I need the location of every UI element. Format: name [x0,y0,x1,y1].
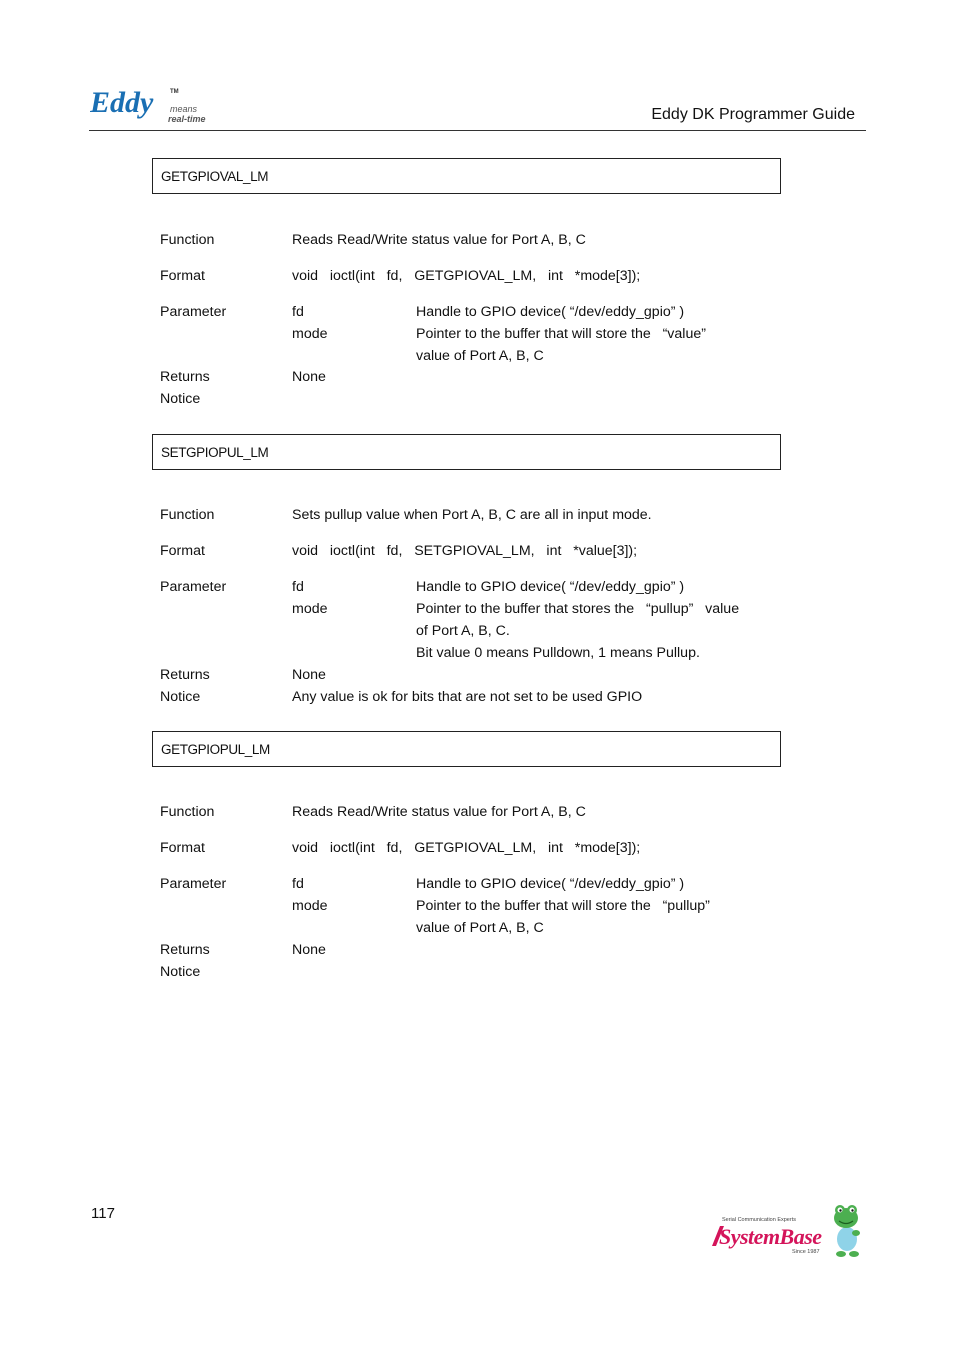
param-desc: Handle to GPIO device( “/dev/eddy_gpio” ) [416,876,685,892]
frog-mascot-icon [834,1205,860,1257]
systembase-name: SystemBase [719,1224,822,1249]
param-desc: Pointer to the buffer that will store the “pullup” [416,898,710,914]
format-value: void ioctl(int fd, SETGPIOVAL_LM, int *value[3]); [292,543,638,559]
section-title-box [152,731,781,767]
param-desc: Pointer to the buffer that stores the “pullup” value [416,601,740,617]
param-name: fd [292,579,304,595]
returns-value: None [292,667,326,683]
section-title: GETGPIOVAL_LM [161,168,269,184]
returns-value: None [292,942,326,958]
function-value: Reads Read/Write status value for Port A, B, C [292,804,586,820]
returns-value: None [292,369,326,385]
param-desc: Handle to GPIO device( “/dev/eddy_gpio” ) [416,579,685,595]
notice-label: Notice [160,964,201,980]
function-label: Function [160,507,215,523]
systembase-tagline: Serial Communication Experts [722,1217,796,1223]
format-label: Format [160,840,205,856]
param-name: fd [292,304,304,320]
returns-label: Returns [160,369,210,385]
parameter-label: Parameter [160,876,227,892]
eddy-logo [90,84,215,126]
param-name: fd [292,876,304,892]
returns-label: Returns [160,667,210,683]
param-desc: of Port A, B, C. [416,623,510,639]
format-label: Format [160,268,205,284]
systembase-logo [710,1200,866,1262]
page-number: 117 [91,1205,115,1222]
param-desc: Bit value 0 means Pulldown, 1 means Pullup. [416,645,700,661]
eddy-logo-tagline-1: means [170,104,198,114]
section-setgpiopul [152,434,781,705]
format-label: Format [160,543,205,559]
function-label: Function [160,804,215,820]
header-divider [89,130,866,131]
function-value: Reads Read/Write status value for Port A, B, C [292,232,586,248]
eddy-logo-tagline-2: real-time [168,114,206,124]
param-desc: value of Port A, B, C [416,348,544,364]
parameter-label: Parameter [160,579,227,595]
format-value: void ioctl(int fd, GETGPIOVAL_LM, int *mode[3]); [292,268,641,284]
parameter-label: Parameter [160,304,227,320]
returns-label: Returns [160,942,210,958]
section-getgpioval [152,158,781,407]
notice-label: Notice [160,689,201,705]
eddy-logo-name: Eddy [90,86,154,119]
param-name: mode [292,601,328,617]
param-name: mode [292,898,328,914]
param-desc: value of Port A, B, C [416,920,544,936]
param-desc: Handle to GPIO device( “/dev/eddy_gpio” ) [416,304,685,320]
function-label: Function [160,232,215,248]
eddy-logo-tm: TM [170,89,179,95]
notice-value: Any value is ok for bits that are not set to be used GPIO [292,689,643,705]
section-title: SETGPIOPUL_LM [161,444,269,460]
notice-label: Notice [160,391,201,407]
section-title: GETGPIOPUL_LM [161,741,270,757]
systembase-since: Since 1987 [792,1249,820,1255]
param-desc: Pointer to the buffer that will store the “value” [416,326,706,342]
section-title-box [152,158,781,194]
param-name: mode [292,326,328,342]
section-getgpiopul [152,731,781,980]
function-value: Sets pullup value when Port A, B, C are all in input mode. [292,507,652,523]
format-value: void ioctl(int fd, GETGPIOVAL_LM, int *mode[3]); [292,840,641,856]
document-title: Eddy DK Programmer Guide [651,106,855,123]
section-title-box [152,434,781,470]
